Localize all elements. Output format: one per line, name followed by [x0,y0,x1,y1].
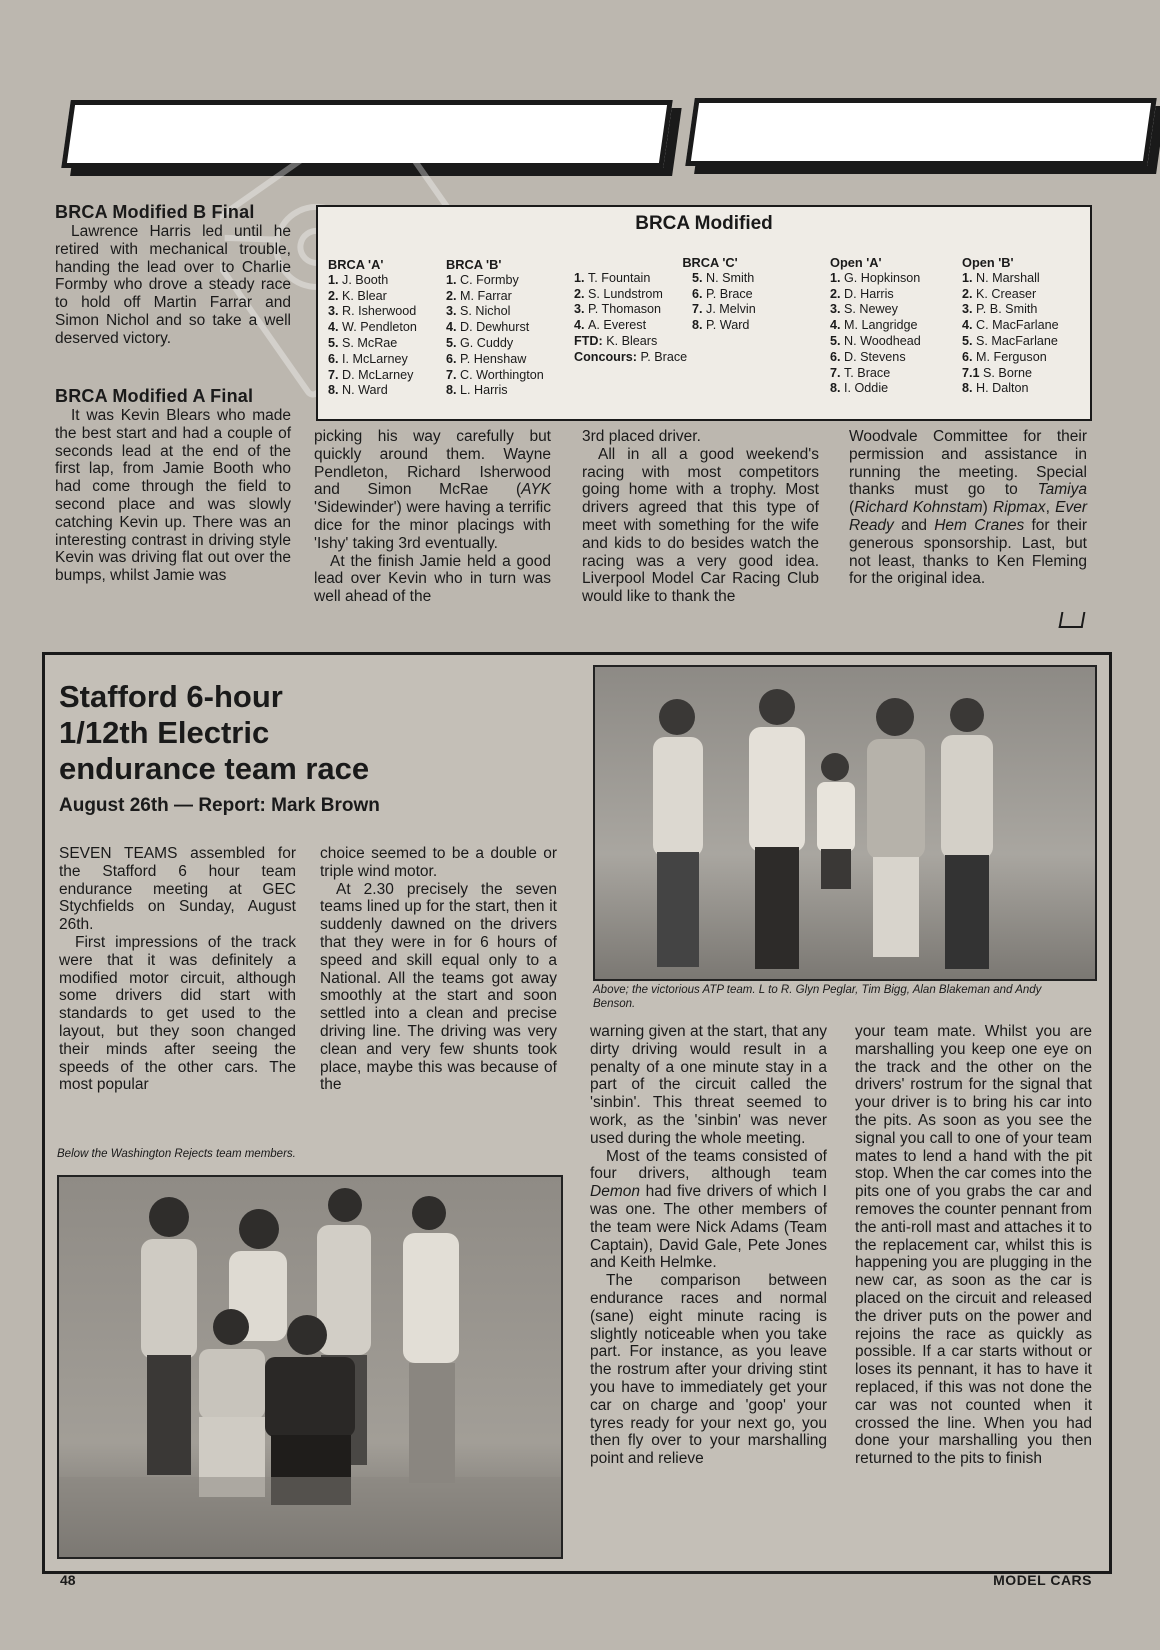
modified-a-col1 [55,386,291,585]
results-open-b: Open 'B' 1. N. Marshall 2. K. Creaser 3. P. B. Smith 4. C. MacFarlane 5. S. MacFarlane 6. M. Ferguson 7.1 S. Borne 8. H. Dalton [962,255,1059,396]
caption-bottom: Below the Washington Rejects team members. [57,1148,296,1160]
modified-a-col4: Woodvale Committee for their permission and assistance in running the meeting. Special thanks must go to Tamiya (Richard Kohnstam) Ripmax, Ever Ready and Hem Cranes for their generous sponsorship. Last, but not least, thanks to Ken Fleming for the original idea. [849,428,1087,588]
washington-rejects-figures [59,1177,561,1557]
stafford-story [42,652,1112,1574]
header-banner-left [61,100,673,168]
modified-a-heading: BRCA Modified A Final [55,386,254,406]
results-brca-c: BRCA 'C' 1. T. Fountain 2. S. Lundstrom 3. P. Thomason 4. A. Everest 5. N. Smith 6. P. Brace 7. J. Melvin 8. P. Ward FTD: K. Blears Concours: P. Brace [574,255,756,364]
photo-atp-team [593,665,1097,981]
modified-a-text-col1: It was Kevin Blears who made the best start and had a couple of seconds lead at the end of the first lap, from Jamie Booth who had come through the field to second place and was slowly catching Kevin up. There was an interesting contrast in driving style Kevin was driving flat out over the bumps, whilst Jamie was [55,407,291,585]
caption-top: Above; the victorious ATP team. L to R. Glyn Peglar, Tim Bigg, Alan Blakeman and Andy Benson. [593,984,1042,1010]
story-title: Stafford 6-hour 1/12th Electric endurance team race [59,679,370,786]
modified-a-col3: 3rd placed driver. All in all a good weekend's racing with most competitors going home with a trophy. Most drivers agreed that this type of meet with something for the wife and kids to do besides watch the racing was a very good idea. Liverpool Model Car Racing Club would like to thank the [582,428,819,606]
results-title: BRCA Modified [635,213,773,234]
story-col3: warning given at the start, that any dirty driving would result in a penalty of a one minute stay in a part of the circuit called the 'sinbin'. This threat seemed to work, as the 'sinbin' was never used during the whole meeting. Most of the teams consisted of four drivers, although team Demon had five drivers of which I was one. The other members of the team were Nick Adams (Team Captain), David Gale, Pete Jones and Keith Helmke. The comparison between endurance races and normal (sane) eight minute racing is slightly noticeable when you take part. For instance, as you leave the rostrum after your driving stint you have to immediately get your car on charge and 'goop' your tyres ready for your next go, you then fly over to your marshalling point and relieve [590,1023,827,1468]
end-mark-icon [1059,612,1086,628]
atp-team-figures [595,667,1095,979]
modified-b-section [55,202,291,348]
page-number: 48 [60,1572,76,1588]
story-subtitle: August 26th — Report: Mark Brown [59,795,380,816]
modified-b-heading: BRCA Modified B Final [55,202,255,222]
header-banner-right [685,98,1157,166]
results-brca-a: BRCA 'A' 1. J. Booth 2. K. Blear 3. R. Isherwood 4. W. Pendleton 5. S. McRae 6. I. McLarney 7. D. McLarney 8. N. Ward [328,257,417,398]
modified-a-col2: picking his way carefully but quickly around them. Wayne Pendleton, Richard Isherwood and Simon McRae (AYK 'Sidewinder') were having a terrific dice for the minor placings with 'Ishy' taking 3rd eventually. At the finish Jamie held a good lead over Kevin who in turn was well ahead of the [314,428,551,606]
story-col2: choice seemed to be a double or triple wind motor. At 2.30 precisely the seven teams lined up for the start, then it suddenly dawned on the drivers that they were in for 6 hours of speed and skill equal only to a National. All the teams got away smoothly at the start and soon settled into a clean and precise driving line. The driving was very clean and very few shunts took place, maybe this was because of the [320,845,557,1094]
results-open-a: Open 'A' 1. G. Hopkinson 2. D. Harris 3. S. Newey 4. M. Langridge 5. N. Woodhead 6. D. Stevens 7. T. Brace 8. I. Oddie [830,255,921,396]
story-col4: your team mate. Whilst you are marshalling you keep one eye on the track and the other on the drivers' rostrum for the signal that your driver is to bring his car into the pits. As soon as you see the signal you call to one of your team mates to lend a hand with the pit stop. When the car comes into the pits one of you grabs the car and removes the counter pennant from the anti-roll mast and attaches it to the replacement car, whilst this is happening you are plugging in the new car, as soon as the car is placed on the circuit and released the driver puts on the power and rejoins the race as quickly as possible. If a car starts without or loses its pennant, it has to have it replaced, if this was not done the car was not counted when it crossed the line. When you had done your marshalling you then returned to the pits to finish [855,1023,1092,1468]
story-col1: SEVEN TEAMS assembled for the Stafford 6 hour team endurance meeting at GEC Stychfields on Sunday, August 26th. First impressions of the track were that it was definitely a modified motor circuit, although some drivers did start with standards to get used to the layout, but they soon changed their minds after seeing the speeds of the other cars. The most popular [59,845,296,1094]
magazine-name: MODEL CARS [993,1572,1092,1588]
modified-b-text: Lawrence Harris led until he retired with mechanical trouble, handing the lead over to Charlie Formby who drove a steady race to hold off Martin Farrar and Simon Nichol and so take a well deserved victory. [55,223,291,347]
results-brca-b: BRCA 'B' 1. C. Formby 2. M. Farrar 3. S. Nichol 4. D. Dewhurst 5. G. Cuddy 6. P. Henshaw 7. C. Worthington 8. L. Harris [446,257,544,398]
results-box [316,205,1092,421]
photo-washington-rejects [57,1175,563,1559]
